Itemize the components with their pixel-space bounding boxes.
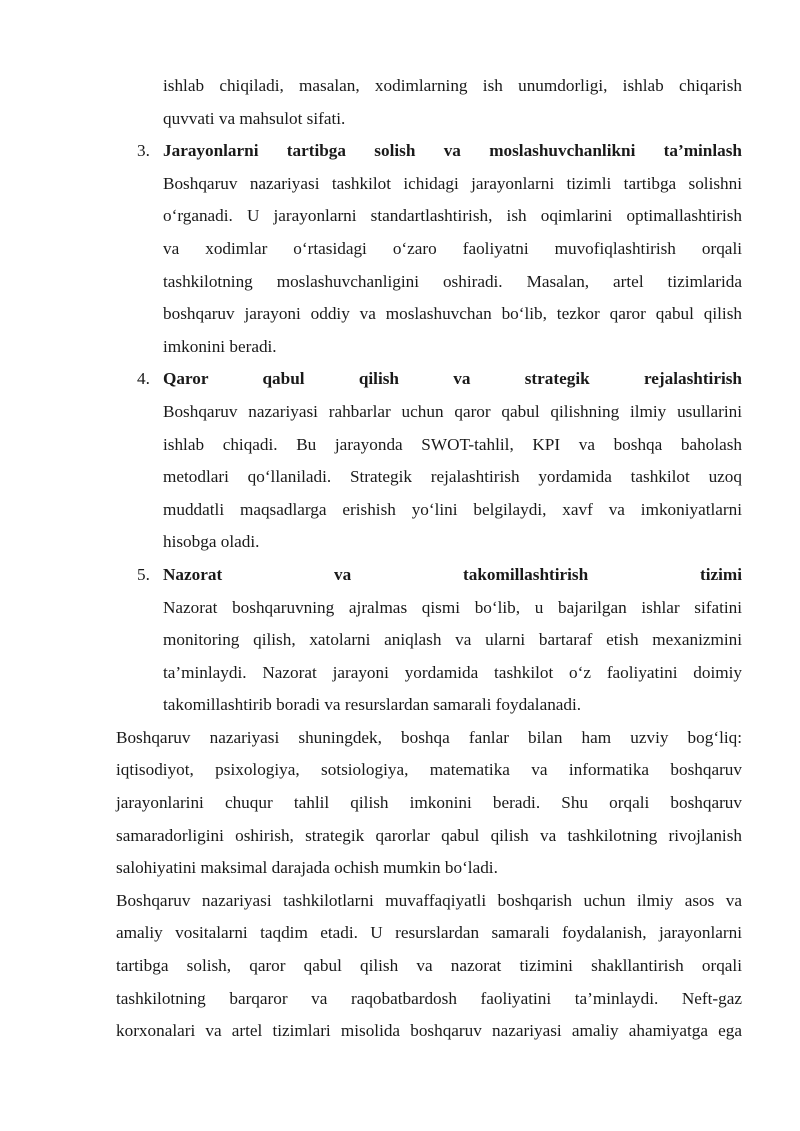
text-line: Boshqaruv nazariyasi tashkilot ichidagi jarayonlarni tizimli tartibga solishni [163, 173, 742, 193]
list-item-title: Qaror qabul qilish va strategik rejalashtirish [163, 369, 742, 389]
text-line: iqtisodiyot, psixologiya, sotsiologiya, matematika va informatika boshqaruv [116, 760, 742, 780]
list-item-title: Nazorat va takomillashtirish tizimi [163, 564, 742, 584]
paragraph [116, 722, 742, 885]
text-line: korxonalari va artel tizimlari misolida boshqaruv nazariyasi amaliy ahamiyatga ega [116, 1021, 742, 1041]
list-number: 4. [137, 369, 150, 389]
text-line: salohiyatini maksimal darajada ochish mumkin bo‘ladi. [116, 858, 498, 878]
text-line: Nazorat boshqaruvning ajralmas qismi bo‘lib, u bajarilgan ishlar sifatini [163, 597, 742, 617]
text-line: Boshqaruv nazariyasi shuningdek, boshqa fanlar bilan ham uzviy bog‘liq: [116, 727, 742, 747]
text-line: jarayonlarini chuqur tahlil qilish imkonini beradi. Shu orqali boshqaruv [116, 793, 742, 813]
paragraph [116, 885, 742, 1048]
list-item-4 [116, 363, 742, 559]
intro-continuation [116, 70, 742, 135]
text-line: ta’minlaydi. Nazorat jarayoni yordamida tashkilot o‘z faoliyatini doimiy [163, 662, 742, 682]
document-body [116, 70, 742, 1048]
text-line: ishlab chiqiladi, masalan, xodimlarning ish unumdorligi, ishlab chiqarish [163, 76, 742, 95]
text-line: hisobga oladi. [163, 532, 260, 552]
text-line: metodlari qo‘llaniladi. Strategik rejalashtirish yordamida tashkilot uzoq [163, 467, 742, 487]
text-line: imkonini beradi. [163, 336, 277, 356]
text-line: Boshqaruv nazariyasi rahbarlar uchun qaror qabul qilishning ilmiy usullarini [163, 401, 742, 421]
list-item-title: Jarayonlarni tartibga solish va moslashuvchanlikni ta’minlash [163, 141, 742, 161]
text-line: monitoring qilish, xatolarni aniqlash va ularni bartaraf etish mexanizmini [163, 630, 742, 650]
text-line: amaliy vositalarni taqdim etadi. U resurslardan samarali foydalanish, jarayonlarni [116, 923, 742, 943]
text-line: muddatli maqsadlarga erishish yo‘lini belgilaydi, xavf va imkoniyatlarni [163, 499, 742, 519]
text-line: tashkilotning moslashuvchanligini oshiradi. Masalan, artel tizimlarida [163, 271, 742, 291]
text-line: tashkilotning barqaror va raqobatbardosh faoliyatini ta’minlaydi. Neft-gaz [116, 988, 742, 1008]
text-line: o‘rganadi. U jarayonlarni standartlashtirish, ish oqimlarini optimallashtirish [163, 206, 742, 226]
text-line: tartibga solish, qaror qabul qilish va nazorat tizimini shakllantirish orqali [116, 956, 742, 976]
text-line: Boshqaruv nazariyasi tashkilotlarni muvaffaqiyatli boshqarish uchun ilmiy asos va [116, 890, 742, 910]
list-number: 3. [137, 141, 150, 161]
text-line: takomillashtirib boradi va resurslardan samarali foydalanadi. [163, 695, 582, 715]
text-line: quvvati va mahsulot sifati. [163, 108, 346, 128]
text-line: boshqaruv jarayoni oddiy va moslashuvchan bo‘lib, tezkor qaror qabul qilish [163, 304, 742, 324]
text-line: ishlab chiqadi. Bu jarayonda SWOT-tahlil, KPI va boshqa baholash [163, 434, 742, 454]
list-number: 5. [137, 564, 150, 584]
list-item-5 [116, 559, 742, 722]
list-item-3 [116, 135, 742, 363]
text-line: samaradorligini oshirish, strategik qarorlar qabul qilish va tashkilotning rivojlanish [116, 825, 742, 845]
text-line: va xodimlar o‘rtasidagi o‘zaro faoliyatni muvofiqlashtirish orqali [163, 238, 742, 258]
